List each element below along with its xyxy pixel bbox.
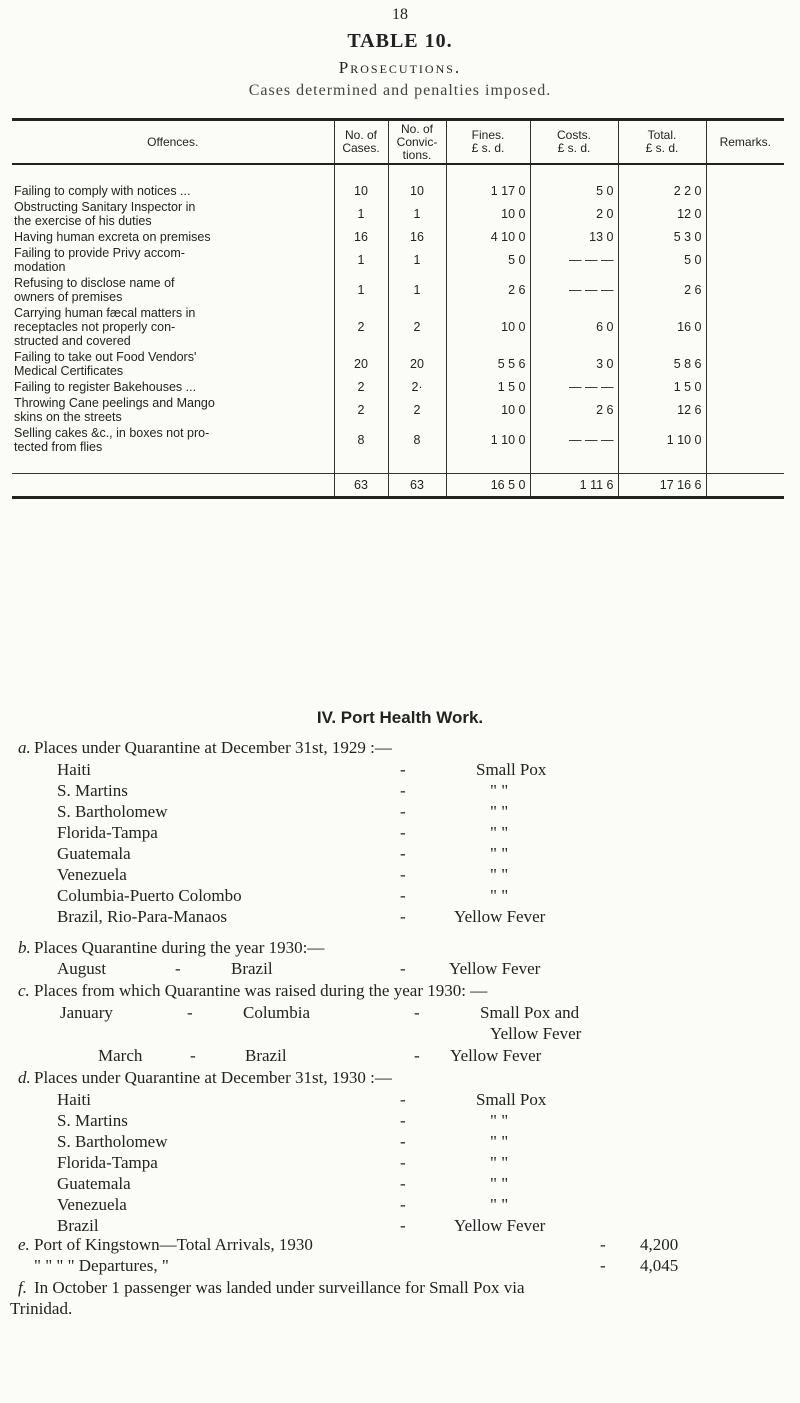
- c-dash: -: [414, 1003, 420, 1022]
- c-place: Brazil: [245, 1046, 287, 1065]
- header-convictions: [388, 120, 446, 165]
- table-row: [12, 425, 784, 455]
- table-row: [12, 275, 784, 305]
- leader-dash: -: [400, 1216, 406, 1235]
- cases-cell: 10: [334, 183, 388, 199]
- leader-dash: -: [400, 1195, 406, 1214]
- total-cell: 12 6: [618, 395, 706, 425]
- c-place: Columbia: [243, 1003, 311, 1022]
- quarantine-place: S. Bartholomew: [57, 1132, 168, 1151]
- quarantine-disease: " ": [490, 865, 509, 884]
- prosecutions-table: [12, 118, 784, 499]
- header-cases-line: No. of: [344, 128, 377, 142]
- header-fines-line: Fines.: [471, 128, 505, 142]
- cases-cell: 2: [334, 379, 388, 395]
- costs-cell: — — —: [530, 245, 618, 275]
- fines-cell: 1 5 0: [446, 379, 530, 395]
- header-total-line: Total.: [647, 128, 677, 142]
- convictions-cell: 8: [388, 425, 446, 455]
- fines-cell: 1 10 0: [446, 425, 530, 455]
- cases-cell: 1: [334, 245, 388, 275]
- leader-dash: -: [400, 1111, 406, 1130]
- total-costs: 1 11 6: [530, 474, 618, 498]
- b-place: Brazil: [231, 959, 273, 978]
- table-row: [12, 395, 784, 425]
- offence-line: Refusing to disclose name of: [14, 276, 175, 290]
- offence-line: skins on the streets: [14, 410, 122, 424]
- offence-line: Throwing Cane peelings and Mango: [14, 396, 215, 410]
- costs-cell: — — —: [530, 275, 618, 305]
- quarantine-place: Brazil: [57, 1216, 99, 1235]
- fines-cell: 4 10 0: [446, 229, 530, 245]
- quarantine-place: Florida-Tampa: [57, 1153, 158, 1172]
- offence-cell: [12, 275, 334, 305]
- totals-row: [12, 474, 784, 498]
- c-month: March: [98, 1046, 143, 1065]
- arrivals-value: 4,200: [640, 1235, 679, 1254]
- quarantine-disease: " ": [490, 1195, 509, 1214]
- header-fines: [446, 120, 530, 165]
- total-cell: 5 3 0: [618, 229, 706, 245]
- cases-cell: 8: [334, 425, 388, 455]
- remarks-cell: [706, 474, 784, 498]
- table-header-row: [12, 120, 784, 165]
- convictions-cell: 1: [388, 199, 446, 229]
- remarks-cell: [706, 183, 784, 199]
- offence-line: structed and covered: [14, 334, 131, 348]
- convictions-cell: 20: [388, 349, 446, 379]
- quarantine-place: S. Martins: [57, 781, 128, 800]
- quarantine-disease: Yellow Fever: [454, 1216, 546, 1235]
- quarantine-disease: " ": [490, 1132, 509, 1151]
- leader-dash: -: [400, 865, 406, 884]
- section-f-text: In October 1 passenger was landed under surveillance for Small Pox via: [34, 1278, 525, 1297]
- offence-line: Obstructing Sanitary Inspector in: [14, 200, 196, 214]
- cases-cell: 1: [334, 199, 388, 229]
- offence-line: Failing to take out Food Vendors': [14, 350, 197, 364]
- total-cell: 5 0: [618, 245, 706, 275]
- offence-cell: [12, 199, 334, 229]
- b-month: August: [57, 959, 107, 978]
- header-remarks: Remarks.: [706, 120, 784, 165]
- section-f-text-cont: Trinidad.: [10, 1299, 73, 1318]
- quarantine-disease: " ": [490, 823, 509, 842]
- section-f-label: f.: [18, 1278, 27, 1297]
- table-row: [12, 305, 784, 349]
- header-costs-line: £ s. d.: [557, 141, 591, 155]
- quarantine-disease: " ": [490, 802, 509, 821]
- convictions-cell: 10: [388, 183, 446, 199]
- section-a-label: a.: [18, 738, 31, 757]
- offence-line: owners of premises: [14, 290, 123, 304]
- table-body: [12, 164, 784, 498]
- offence-line: Failing to register Bakehouses ...: [14, 380, 197, 394]
- section-b-label: b.: [18, 938, 31, 957]
- total-cases: 63: [334, 474, 388, 498]
- b-disease: Yellow Fever: [449, 959, 541, 978]
- total-total: 17 16 6: [618, 474, 706, 498]
- table-spacer-row: [12, 455, 784, 474]
- c-dash: -: [190, 1046, 196, 1065]
- header-cases-line: Cases.: [342, 141, 380, 155]
- section-c-label: c.: [18, 981, 30, 1000]
- costs-cell: — — —: [530, 425, 618, 455]
- remarks-cell: [706, 305, 784, 349]
- offence-cell: [12, 229, 334, 245]
- remarks-cell: [706, 275, 784, 305]
- quarantine-disease: Yellow Fever: [454, 907, 546, 926]
- header-fines-line: £ s. d.: [471, 141, 505, 155]
- leader-dash: -: [400, 760, 406, 779]
- port-health-heading: IV. Port Health Work.: [316, 708, 484, 727]
- quarantine-place: Guatemala: [57, 844, 131, 863]
- quarantine-place: Columbia-Puerto Colombo: [57, 886, 242, 905]
- section-a-text: Places under Quarantine at December 31st, 1929 :—: [34, 738, 392, 757]
- offence-line: Having human excreta on premises: [14, 230, 211, 244]
- b-dash: -: [400, 959, 406, 978]
- offence-line: Failing to provide Privy accom-: [14, 246, 185, 260]
- quarantine-disease: " ": [490, 844, 509, 863]
- total-fines: 16 5 0: [446, 474, 530, 498]
- fines-cell: 10 0: [446, 305, 530, 349]
- page-number: 18: [392, 6, 408, 23]
- leader-dash: -: [400, 907, 406, 926]
- quarantine-place: Brazil, Rio-Para-Manaos: [57, 907, 227, 926]
- offence-cell: [12, 349, 334, 379]
- table-caption: Cases determined and penalties imposed.: [248, 82, 552, 99]
- costs-cell: 5 0: [530, 183, 618, 199]
- fines-cell: 5 5 6: [446, 349, 530, 379]
- leader-dash: -: [400, 1174, 406, 1193]
- fines-cell: 10 0: [446, 199, 530, 229]
- b-dash: -: [175, 959, 181, 978]
- quarantine-place: Venezuela: [57, 865, 127, 884]
- remarks-cell: [706, 379, 784, 395]
- cases-cell: 2: [334, 305, 388, 349]
- e-dash: -: [600, 1256, 606, 1275]
- c-disease: Yellow Fever: [450, 1046, 542, 1065]
- leader-dash: -: [400, 823, 406, 842]
- section-d-label: d.: [18, 1068, 31, 1087]
- quarantine-place: Florida-Tampa: [57, 823, 158, 842]
- table-row: [12, 199, 784, 229]
- section-e-label: e.: [18, 1235, 30, 1254]
- cases-cell: 20: [334, 349, 388, 379]
- total-cell: 2 2 0: [618, 183, 706, 199]
- table-row: [12, 183, 784, 199]
- total-cell: 1 5 0: [618, 379, 706, 395]
- e-dash: -: [600, 1235, 606, 1254]
- header-costs-line: Costs.: [556, 128, 591, 142]
- offence-line: receptacles not properly con-: [14, 320, 176, 334]
- convictions-cell: 2: [388, 305, 446, 349]
- fines-cell: 2 6: [446, 275, 530, 305]
- convictions-cell: 1: [388, 245, 446, 275]
- leader-dash: -: [400, 781, 406, 800]
- header-offences: Offences.: [12, 120, 334, 165]
- table-subtitle: Prosecutions.: [338, 58, 462, 77]
- offence-cell: [12, 183, 334, 199]
- departures-text: " " " " Departures, ": [34, 1256, 169, 1275]
- fines-cell: 10 0: [446, 395, 530, 425]
- leader-dash: -: [400, 844, 406, 863]
- offence-line: Medical Certificates: [14, 364, 124, 378]
- header-convictions-line: No. of: [400, 121, 433, 136]
- total-cell: 1 10 0: [618, 425, 706, 455]
- leader-dash: -: [400, 1153, 406, 1172]
- leader-dash: -: [400, 886, 406, 905]
- table-title: TABLE 10.: [347, 30, 453, 52]
- section-c-text: Places from which Quarantine was raised during the year 1930: —: [34, 981, 488, 1000]
- c-disease-cont: Yellow Fever: [490, 1024, 582, 1043]
- section-b-text: Places Quarantine during the year 1930:—: [34, 938, 325, 957]
- offence-line: Carrying human fæcal matters in: [14, 306, 196, 320]
- total-cell: 12 0: [618, 199, 706, 229]
- leader-dash: -: [400, 802, 406, 821]
- quarantine-disease: Small Pox: [476, 1090, 547, 1109]
- quarantine-disease: " ": [490, 781, 509, 800]
- convictions-cell: 1: [388, 275, 446, 305]
- totals-label-cell: [12, 474, 334, 498]
- offence-line: modation: [14, 260, 66, 274]
- table-row: [12, 229, 784, 245]
- header-total-line: £ s. d.: [645, 141, 679, 155]
- cases-cell: 16: [334, 229, 388, 245]
- offence-line: the exercise of his duties: [14, 214, 152, 228]
- quarantine-place: S. Martins: [57, 1111, 128, 1130]
- header-convictions-line: Convic-: [396, 134, 438, 149]
- convictions-cell: 2·: [388, 379, 446, 395]
- costs-cell: 2 0: [530, 199, 618, 229]
- costs-cell: — — —: [530, 379, 618, 395]
- total-cell: 5 8 6: [618, 349, 706, 379]
- quarantine-disease: " ": [490, 1174, 509, 1193]
- c-dash: -: [187, 1003, 193, 1022]
- convictions-cell: 2: [388, 395, 446, 425]
- header-total: [618, 120, 706, 165]
- offence-cell: [12, 245, 334, 275]
- offence-line: Failing to comply with notices ...: [14, 184, 191, 198]
- arrivals-text: Port of Kingstown—Total Arrivals, 1930: [34, 1235, 313, 1254]
- costs-cell: 3 0: [530, 349, 618, 379]
- header-costs: [530, 120, 618, 165]
- offence-cell: [12, 395, 334, 425]
- quarantine-disease: Small Pox: [476, 760, 547, 779]
- costs-cell: 2 6: [530, 395, 618, 425]
- quarantine-place: S. Bartholomew: [57, 802, 168, 821]
- quarantine-place: Haiti: [57, 1090, 91, 1109]
- section-d-text: Places under Quarantine at December 31st, 1930 :—: [34, 1068, 392, 1087]
- cases-cell: 2: [334, 395, 388, 425]
- remarks-cell: [706, 229, 784, 245]
- costs-cell: 6 0: [530, 305, 618, 349]
- quarantine-place: Haiti: [57, 760, 91, 779]
- c-month: January: [60, 1003, 113, 1022]
- offence-line: tected from flies: [14, 440, 103, 454]
- convictions-cell: 16: [388, 229, 446, 245]
- table-row: [12, 349, 784, 379]
- c-dash: -: [414, 1046, 420, 1065]
- offence-line: Selling cakes &c., in boxes not pro-: [14, 426, 210, 440]
- fines-cell: 5 0: [446, 245, 530, 275]
- quarantine-disease: " ": [490, 886, 509, 905]
- total-cell: 16 0: [618, 305, 706, 349]
- offence-cell: [12, 305, 334, 349]
- remarks-cell: [706, 395, 784, 425]
- remarks-cell: [706, 199, 784, 229]
- remarks-cell: [706, 349, 784, 379]
- cases-cell: 1: [334, 275, 388, 305]
- quarantine-disease: " ": [490, 1111, 509, 1130]
- costs-cell: 13 0: [530, 229, 618, 245]
- table-row: [12, 379, 784, 395]
- total-convictions: 63: [388, 474, 446, 498]
- remarks-cell: [706, 425, 784, 455]
- table-row: [12, 245, 784, 275]
- header-cases: [334, 120, 388, 165]
- quarantine-disease: " ": [490, 1153, 509, 1172]
- remarks-cell: [706, 245, 784, 275]
- offence-cell: [12, 425, 334, 455]
- quarantine-place: Guatemala: [57, 1174, 131, 1193]
- leader-dash: -: [400, 1090, 406, 1109]
- total-cell: 2 6: [618, 275, 706, 305]
- departures-value: 4,045: [640, 1256, 679, 1275]
- leader-dash: -: [400, 1132, 406, 1151]
- c-disease: Small Pox and: [480, 1003, 580, 1022]
- offence-cell: [12, 379, 334, 395]
- header-convictions-line: tions.: [402, 147, 432, 162]
- quarantine-place: Venezuela: [57, 1195, 127, 1214]
- table-spacer-row: [12, 164, 784, 183]
- fines-cell: 1 17 0: [446, 183, 530, 199]
